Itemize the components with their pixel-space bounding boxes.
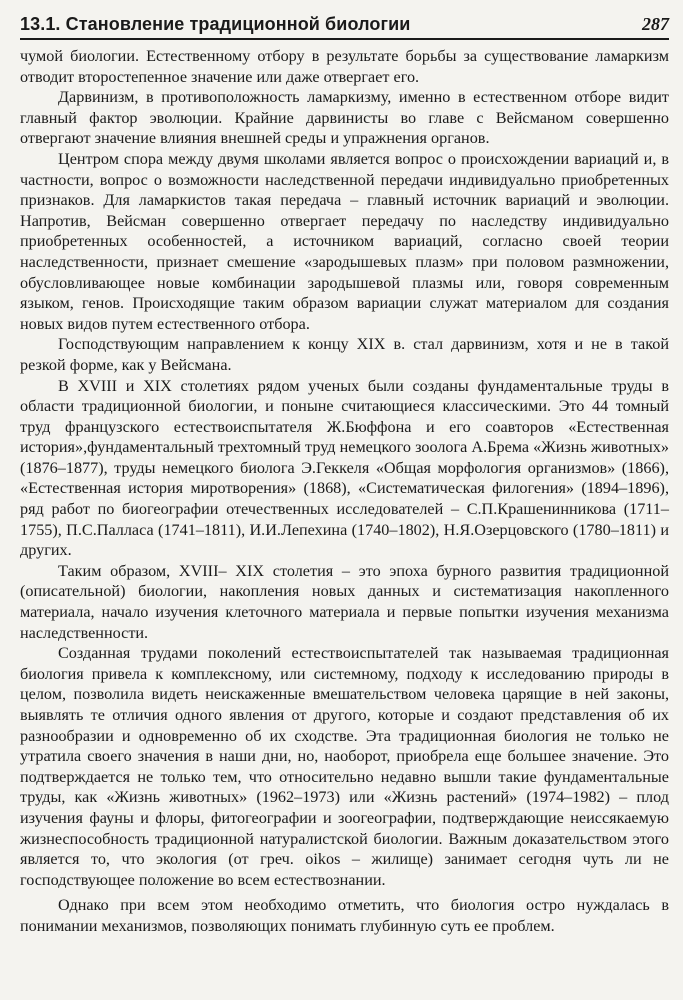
section-title: 13.1. Становление традиционной биологии <box>20 14 411 34</box>
paragraph-continuation: чумой биологии. Естественному отбору в результате борьбы за существование ламаркизм отводит второстепенное значение или даже отвергает его. <box>20 47 669 86</box>
paragraph: В XVIII и XIX столетиях рядом ученых были созданы фундаментальные труды в области традиционной биологии, и поныне считающиеся классическими. Это 44 томный труд французского естествоиспытателя Ж.Бюффона и его соавторов «Естественная история»,фундаментальный трехтомный труд немецкого зоолога А.Брема «Жизнь животных» (1876–1877), труды немецкого биолога Э.Геккеля «Общая морфология организмов» (1866), «Естественная история миротворения» (1868), «Систематическая филогения» (1894–1896), ряд работ по биогеографии отечественных исследователей – С.П.Крашенинникова (1711–1755), П.С.Палласа (1741–1811), И.И.Лепехина (1740–1802), Н.Я.Озерцовского (1780–1811) и других. <box>20 376 669 560</box>
running-header <box>20 14 669 40</box>
page-number: 287 <box>642 14 669 34</box>
paragraph: Однако при всем этом необходимо отметить, что биология остро нуждалась в понимании механизмов, позволяющих понимать глубинную суть ее проблем. <box>20 896 669 935</box>
paragraph: Центром спора между двумя школами является вопрос о происхождении вариаций и, в частности, вопрос о возможности наследственной передачи индивидуально приобретенных признаков. Для ламаркистов такая передача – главный источник вариаций и эволюции. Напротив, Вейсман совершенно отвергает передачу по наследству индивидуально приобретенных особенностей, а источником вариаций, согласно своей теории наследственности, признает смешение «зародышевых плазм» при половом размножении, обусловливающее новые комбинации зародышевой плазмы или, говоря современным языком, генов. Происходящие таким образом вариации служат материалом для создания новых видов путем естественного отбора. <box>20 149 669 333</box>
paragraph: Дарвинизм, в противоположность ламаркизму, именно в естественном отборе видит главный фактор эволюции. Крайние дарвинисты во главе с Вейсманом совершенно отвергают значение влияния внешней среды и упражнения органов. <box>20 88 669 148</box>
paragraph: Таким образом, XVIII– XIX столетия – это эпоха бурного развития традиционной (описательной) биологии, накопления новых данных и систематизация накопленного материала, начало изучения клеточного материала и первые попытки изучения механизма наследственности. <box>20 561 669 642</box>
paragraph: Созданная трудами поколений естествоиспытателей так называемая традиционная биология привела к комплексному, или системному, подходу к исследованию природы в целом, позволила видеть неискаженные вмешательством человека царящие в ней законы, выявлять те отличия одного явления от другого, которые и создают представления об их разнообразии и одновременно об их сходстве. Эта традиционная биология не только не утратила своего значения в наши дни, но, наоборот, приобрела еще большее значение. Это подтверждается не только тем, что относительно недавно вышли такие фундаментальные труды, как «Жизнь животных» (1962–1973) или «Жизнь растений» (1974–1982) – плод изучения фауны и флоры, фитогеографии и зоогеографии, подтверждающие неиссякаемую жизнеспособность традиционной натуралистской биологии. Важным доказательством этого является то, что экология (от греч. oikos – жилище) занимает сегодня чуть ли не господствующее положение во всем естествознании. <box>20 644 669 889</box>
paragraph: Господствующим направлением к концу XIX в. стал дарвинизм, хотя и не в такой резкой форме, как у Вейсмана. <box>20 335 669 374</box>
body-text <box>20 46 669 937</box>
